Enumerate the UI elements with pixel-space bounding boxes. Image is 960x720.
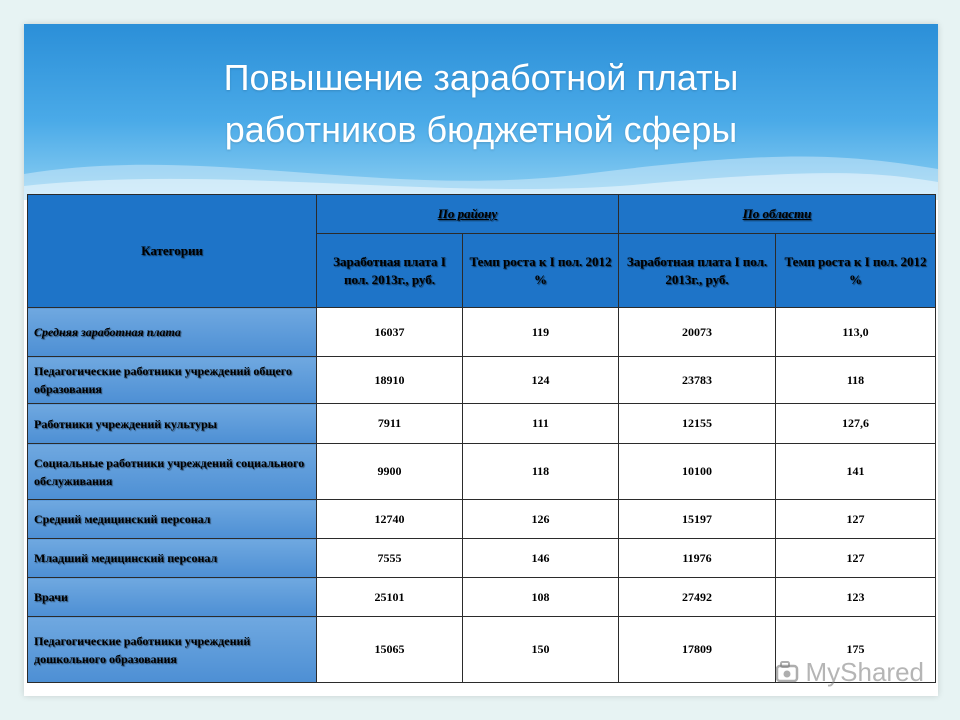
cell-region-growth: 141	[776, 444, 936, 500]
cell-district-salary: 7555	[317, 539, 463, 578]
salary-table	[27, 194, 936, 683]
header-category: Категории	[28, 195, 317, 308]
cell-district-salary: 9900	[317, 444, 463, 500]
header-region-salary: Заработная плата I пол. 2013г., руб.	[619, 234, 776, 308]
cell-region-growth: 123	[776, 578, 936, 617]
cell-district-growth: 118	[463, 444, 619, 500]
row-category: Социальные работники учреждений социального обслуживания	[28, 444, 317, 500]
cell-district-salary: 12740	[317, 500, 463, 539]
slide-header	[24, 24, 938, 200]
slide-title	[24, 52, 938, 156]
cell-region-growth: 113,0	[776, 308, 936, 357]
cell-district-salary: 7911	[317, 404, 463, 444]
row-category: Средний медицинский персонал	[28, 500, 317, 539]
cell-region-salary: 27492	[619, 578, 776, 617]
cell-region-growth: 175	[776, 617, 936, 683]
row-category: Врачи	[28, 578, 317, 617]
header-group-district: По району	[317, 195, 619, 234]
title-line-2: работников бюджетной сферы	[224, 109, 738, 150]
cell-district-salary: 16037	[317, 308, 463, 357]
table-row	[28, 404, 936, 444]
cell-district-growth: 108	[463, 578, 619, 617]
cell-district-growth: 150	[463, 617, 619, 683]
cell-region-growth: 127	[776, 500, 936, 539]
cell-region-salary: 20073	[619, 308, 776, 357]
header-group-region: По области	[619, 195, 936, 234]
watermark	[774, 657, 925, 688]
cell-district-growth: 126	[463, 500, 619, 539]
title-line-1: Повышение заработной платы	[223, 57, 739, 98]
cell-region-growth: 127,6	[776, 404, 936, 444]
watermark-text: MyShared	[805, 657, 924, 687]
table-row	[28, 578, 936, 617]
cell-region-growth: 127	[776, 539, 936, 578]
cell-district-salary: 18910	[317, 357, 463, 404]
table-row	[28, 357, 936, 404]
slide	[24, 24, 938, 696]
row-category: Работники учреждений культуры	[28, 404, 317, 444]
cell-region-salary: 23783	[619, 357, 776, 404]
table-row	[28, 308, 936, 357]
myshared-logo-icon	[774, 660, 802, 686]
cell-district-growth: 124	[463, 357, 619, 404]
cell-region-salary: 17809	[619, 617, 776, 683]
cell-district-salary: 15065	[317, 617, 463, 683]
table-row	[28, 539, 936, 578]
row-category: Педагогические работники учреждений дошкольного образования	[28, 617, 317, 683]
row-category: Педагогические работники учреждений общего образования	[28, 357, 317, 404]
cell-region-growth: 118	[776, 357, 936, 404]
row-category: Средняя заработная плата	[28, 308, 317, 357]
cell-region-salary: 12155	[619, 404, 776, 444]
header-district-growth: Темп роста к I пол. 2012 %	[463, 234, 619, 308]
header-region-growth: Темп роста к I пол. 2012 %	[776, 234, 936, 308]
cell-region-salary: 10100	[619, 444, 776, 500]
table-row	[28, 500, 936, 539]
cell-region-salary: 11976	[619, 539, 776, 578]
cell-district-growth: 111	[463, 404, 619, 444]
row-category: Младший медицинский персонал	[28, 539, 317, 578]
header-district-salary: Заработная плата I пол. 2013г., руб.	[317, 234, 463, 308]
cell-district-growth: 146	[463, 539, 619, 578]
cell-district-growth: 119	[463, 308, 619, 357]
table-row	[28, 444, 936, 500]
cell-region-salary: 15197	[619, 500, 776, 539]
cell-district-salary: 25101	[317, 578, 463, 617]
